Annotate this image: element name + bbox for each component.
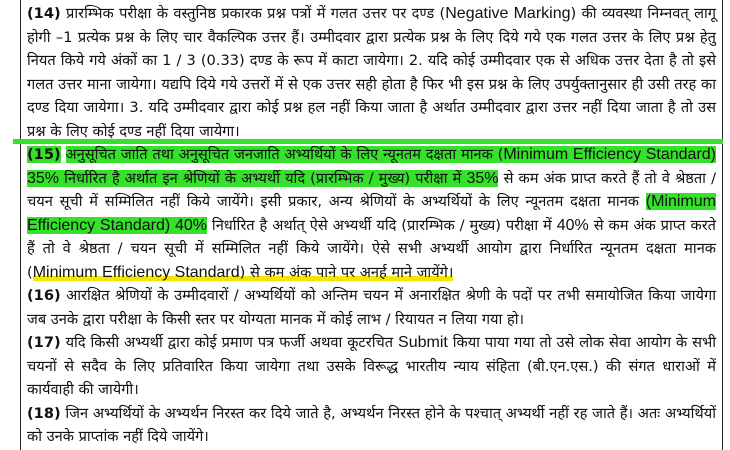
latin-term: 40% bbox=[556, 216, 589, 234]
page-right-border bbox=[722, 0, 723, 450]
highlighted-latin-term: 35% bbox=[466, 169, 499, 187]
paragraph-16 bbox=[21, 284, 720, 331]
paragraph-17 bbox=[21, 331, 720, 402]
highlighted-text: अनुसूचित जाति तथा अनुसूचित जनजाति अभ्यर्थियों के लिए न्यूनतम दक्षता मानक ( bbox=[65, 146, 504, 163]
paragraph-15 bbox=[21, 143, 720, 284]
negative-marking-term: Negative Marking bbox=[445, 5, 571, 22]
paragraph-number: (14) bbox=[27, 5, 61, 22]
highlighted-latin-term: Minimum Efficiency Standard) 35% bbox=[27, 146, 716, 187]
paragraph-text: जिन अभ्यर्थियों के अभ्यर्थन निरस्त कर दिये जाते है, अभ्यर्थन निरस्त होने के पश्चात् अभ्यर्थी नहीं रह जाते हैं। अतः अभ्यर्थियों को उनके प्राप्तांक नहीं दिये जायेंगे। bbox=[27, 404, 716, 445]
paragraph-number: (15) bbox=[27, 146, 61, 163]
paragraph-number: (18) bbox=[27, 404, 61, 422]
paragraph-text: किया पाया गया तो उसे लोक सेवा आयोग के सभी चयनों से सदैव के लिए प्रतिवारित किया जायेगा तथा उसके विरूद्ध भारतीय न्याय संहिता (बी.एन.एस.) की संगत धाराओं में कार्यवाही की जायेगी। bbox=[27, 334, 717, 398]
paragraph-text: प्रारम्भिक परीक्षा के वस्तुनिष्ठ प्रकारक प्रश्न पत्रों में गलत उत्तर पर दण्ड ( bbox=[66, 5, 446, 22]
submit-term: Submit bbox=[398, 334, 448, 351]
highlighted-latin-term: (Minimum Efficiency Standard) 40% bbox=[27, 193, 716, 234]
document-page bbox=[20, 0, 720, 450]
underlined-latin-term: Minimum Efficiency Standard bbox=[32, 263, 240, 281]
paragraph-text: यदि किसी अभ्यर्थी द्वारा कोई प्रमाण पत्र फर्जी अथवा कूटरचित bbox=[65, 334, 399, 351]
paragraph-14 bbox=[21, 0, 720, 143]
paragraph-number: (17) bbox=[27, 334, 61, 351]
underlined-text: ) से कम अंक पाने पर अनर्ह माने जायेंगे। bbox=[239, 263, 454, 281]
paragraph-18 bbox=[21, 402, 720, 449]
paragraph-text: आरक्षित श्रेणियों के उम्मीदवारों / अभ्यर्थियों को अन्तिम चयन में अनारक्षित श्रेणी के पदों पर तभी समायोजित किया जायेगा जब उनके द्वारा परीक्षा के किसी स्तर पर योग्यता मानक में कोई लाभ / रियायत न लिया गया हो। bbox=[27, 287, 717, 328]
green-highlight-band bbox=[13, 139, 723, 144]
highlighted-text: निर्धारित है अर्थात इन श्रेणियों के अभ्यर्थी यदि (प्रारम्भिक / मुख्य) परीक्षा में bbox=[59, 169, 467, 187]
paragraph-text: से कम अंक प्राप्त करते हैं तो वे श्रेष्ठता / चयन सूची में सम्मिलित नहीं किये जायेंगे। ऐसे सभी अभ्यर्थी आयोग द्वारा निर्धारित न्यूनतम दक्षता मानक ( bbox=[27, 216, 717, 281]
paragraph-number: (16) bbox=[27, 287, 61, 304]
paragraph-text: ) की व्यवस्था निम्नवत् लागू होगी –1 प्रत्येक प्रश्न के लिए चार वैकल्पिक उत्तर हैं। उम्मीदवार द्वारा प्रत्येक प्रश्न के लिए दिये गये एक गलत उत्तर के लिए प्रश्न हेतु नियत किये गये अंकों का 1 / 3 (0.33) दण्ड के रूप में काटा जायेगा। 2. यदि कोई उम्मीदवार एक से अधिक उत्तर देता है तो इसे गलत उत्तर माना जायेगा। यद्यपि दिये गये उत्तरों में से एक उत्तर सही होता है फिर भी इस प्रश्न के लिए उपर्युक्तानुसार ही उसी तरह का दण्ड दिया जायेगा। 3. यदि उम्मीदवार द्वारा कोई प्रश्न हल नहीं किया जाता है अर्थात उम्मीदवार द्वारा उत्तर नहीं दिया जाता है तो उस प्रश्न के लिए कोई दण्ड नहीं दिया जायेगा। bbox=[27, 5, 716, 140]
paragraph-text: से कम अंक प्राप्त करते हैं तो वे श्रेष्ठता / चयन सूची में सम्मिलित नहीं किये जायेंगे। इसी प्रकार, अन्य श्रेणियों के अभ्यर्थियों के लिए न्यूनतम दक्षता मानक bbox=[27, 169, 716, 210]
paragraph-text: निर्धारित है अर्थात् ऐसे अभ्यर्थी यदि (प्रारम्भिक / मुख्य) परीक्षा में bbox=[206, 216, 557, 234]
